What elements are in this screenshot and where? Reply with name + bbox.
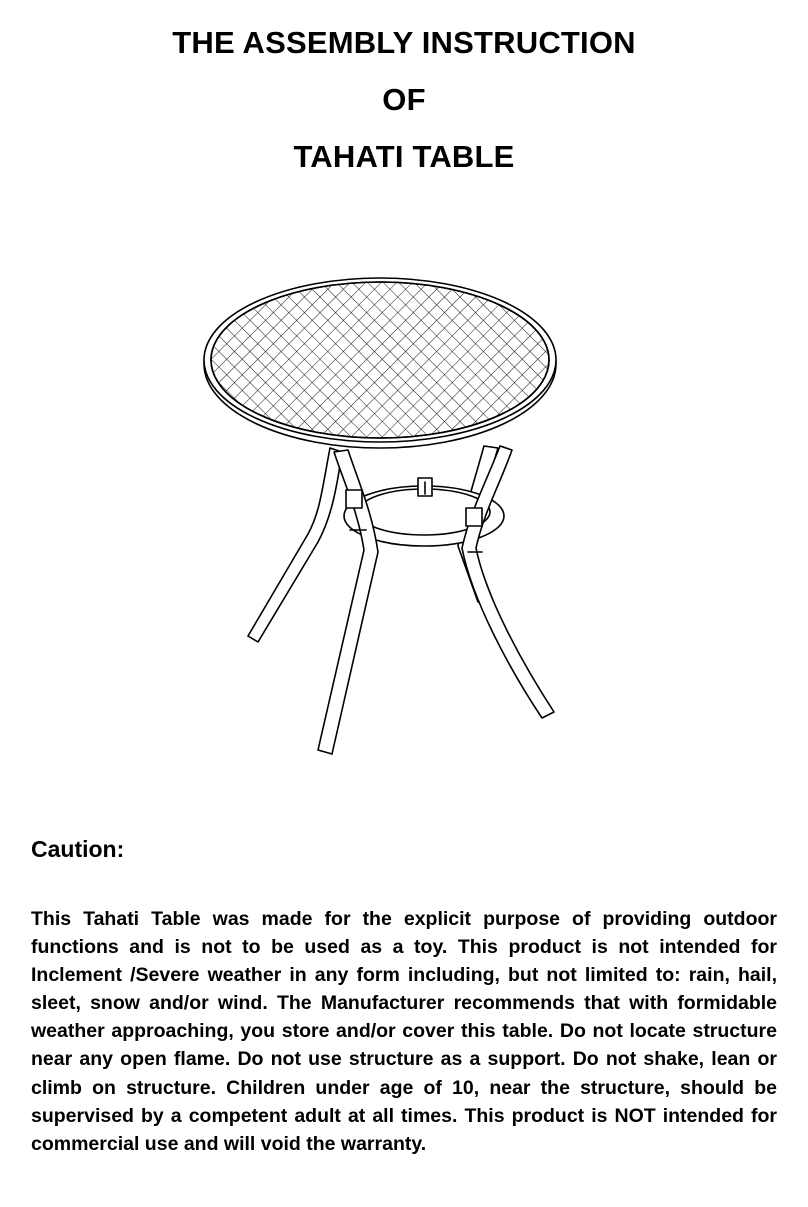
- bistro-table-icon: [180, 250, 600, 770]
- caution-heading: Caution:: [31, 836, 125, 862]
- table-illustration: [180, 250, 600, 770]
- title-line-2: OF: [382, 82, 426, 117]
- title-line-1: THE ASSEMBLY INSTRUCTION: [172, 25, 636, 60]
- title-line-3: TAHATI TABLE: [293, 139, 515, 174]
- caution-body: This Tahati Table was made for the explicit purpose of providing outdoor functions and is not to be used as a toy. This product is not intended for Inclement /Severe weather in any form including, but not limited to: rain, hail, sleet, snow and/or wind. The Manufacturer recommends that with formidable weather approaching, you store and/or cover this table. Do not locate structure near any open flame. Do not use structure as a support. Do not shake, lean or climb on structure. Children under age of 10, near the structure, should be supervised by a competent adult at all times. This product is NOT intended for commercial use and will void the warranty.: [31, 908, 777, 1155]
- document-title: [0, 14, 808, 185]
